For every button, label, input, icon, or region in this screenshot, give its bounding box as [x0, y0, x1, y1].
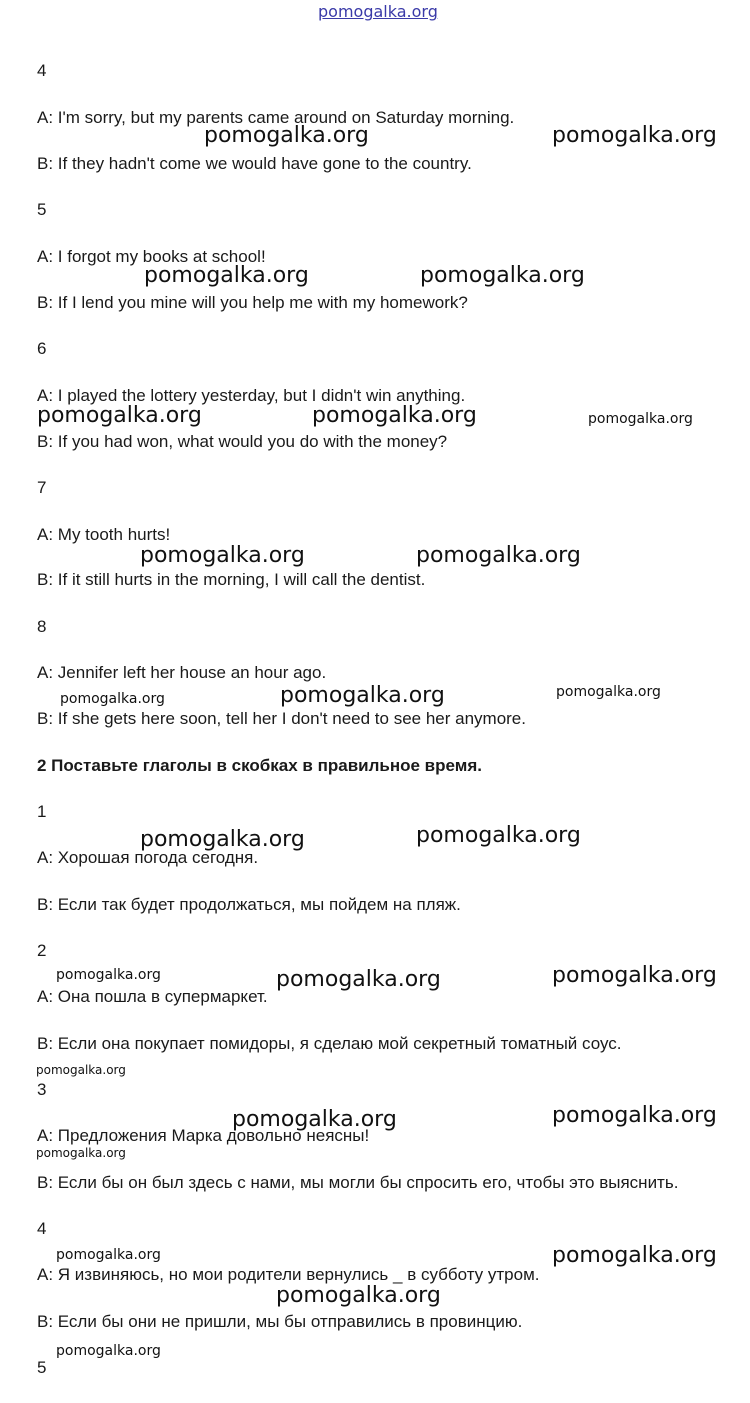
item-number: 3: [37, 1080, 47, 1099]
watermark: pomogalka.org: [588, 411, 693, 427]
watermark: pomogalka.org: [552, 963, 717, 988]
item-number: 5: [37, 1358, 47, 1377]
watermark: pomogalka.org: [204, 123, 369, 148]
item-number: 7: [37, 478, 47, 497]
dialogue-line-a: A: Jennifer left her house an hour ago.: [37, 663, 327, 682]
watermark: pomogalka.org: [276, 1283, 441, 1308]
dialogue-line-b: B: If it still hurts in the morning, I will call the dentist.: [37, 570, 426, 589]
dialogue-line-a: A: Я извиняюсь, но мои родители вернулись _ в субботу утром.: [37, 1265, 540, 1284]
watermark: pomogalka.org: [552, 1103, 717, 1128]
watermark: pomogalka.org: [416, 543, 581, 568]
watermark: pomogalka.org: [232, 1107, 397, 1132]
item-number: 4: [37, 61, 47, 80]
dialogue-line-a: A: I played the lottery yesterday, but I didn't win anything.: [37, 386, 466, 405]
dialogue-line-b: B: If I lend you mine will you help me with my homework?: [37, 293, 468, 312]
dialogue-line-a: A: My tooth hurts!: [37, 525, 171, 544]
dialogue-line-a: A: Предложения Марка довольно неясны!: [37, 1126, 370, 1145]
watermark: pomogalka.org: [140, 827, 305, 852]
watermark: pomogalka.org: [36, 1146, 126, 1160]
dialogue-line-b: B: If she gets here soon, tell her I don't need to see her anymore.: [37, 709, 526, 728]
watermark: pomogalka.org: [416, 823, 581, 848]
watermark: pomogalka.org: [144, 263, 309, 288]
dialogue-line-b: B: Если бы он был здесь с нами, мы могли бы спросить его, чтобы это выяснить.: [37, 1173, 679, 1192]
dialogue-line-b: B: If you had won, what would you do with the money?: [37, 432, 448, 451]
section-heading: 2 Поставьте глаголы в скобках в правильное время.: [37, 756, 482, 775]
item-number: 4: [37, 1219, 47, 1238]
dialogue-line-a: A: I forgot my books at school!: [37, 247, 266, 266]
item-number: 2: [37, 941, 47, 960]
watermark: pomogalka.org: [312, 403, 477, 428]
dialogue-line-b: B: Если она покупает помидоры, я сделаю мой секретный томатный соус.: [37, 1034, 622, 1053]
dialogue-line-a: A: I'm sorry, but my parents came around on Saturday morning.: [37, 108, 515, 127]
item-number: 6: [37, 339, 47, 358]
watermark: pomogalka.org: [552, 123, 717, 148]
dialogue-line-a: A: Она пошла в супермаркет.: [37, 987, 268, 1006]
watermark: pomogalka.org: [556, 684, 661, 700]
dialogue-line-b: B: Если бы они не пришли, мы бы отправились в провинцию.: [37, 1312, 523, 1331]
dialogue-line-b: B: If they hadn't come we would have gone to the country.: [37, 154, 472, 173]
dialogue-line-b: B: Если так будет продолжаться, мы пойдем на пляж.: [37, 895, 461, 914]
watermark: pomogalka.org: [420, 263, 585, 288]
watermark: pomogalka.org: [276, 967, 441, 992]
watermark: pomogalka.org: [56, 1247, 161, 1263]
watermark: pomogalka.org: [280, 683, 445, 708]
top-watermark: pomogalka.org: [318, 2, 438, 21]
item-number: 5: [37, 200, 47, 219]
dialogue-line-a: A: Хорошая погода сегодня.: [37, 848, 259, 867]
item-number: 1: [37, 802, 47, 821]
item-number: 8: [37, 617, 47, 636]
watermark: pomogalka.org: [140, 543, 305, 568]
watermark: pomogalka.org: [56, 1343, 161, 1359]
watermark: pomogalka.org: [37, 403, 202, 428]
watermark: pomogalka.org: [552, 1243, 717, 1268]
watermark: pomogalka.org: [60, 691, 165, 707]
watermark: pomogalka.org: [36, 1063, 126, 1077]
watermark: pomogalka.org: [56, 967, 161, 983]
